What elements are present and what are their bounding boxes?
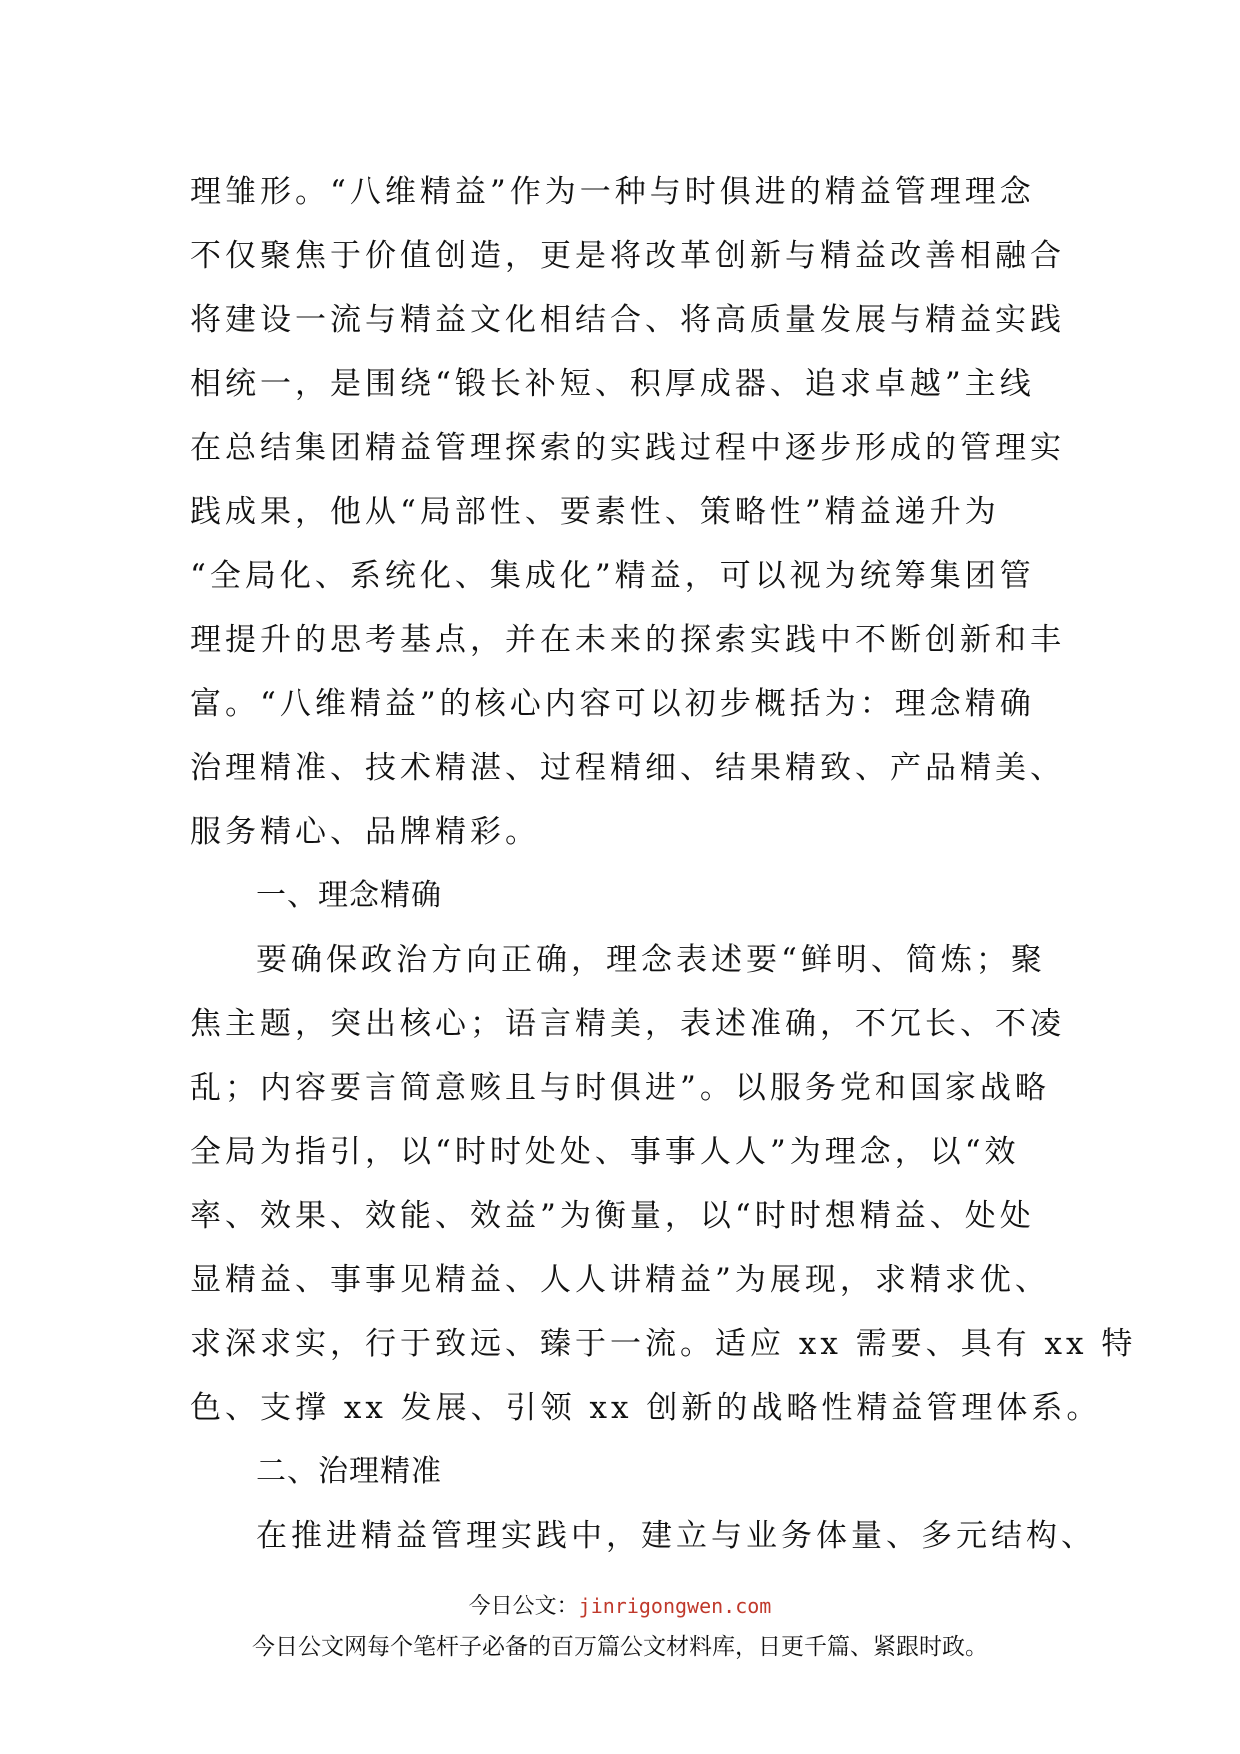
paragraph-line: 全局为指引，以“时时处处、事事人人”为理念，以“效 [190, 1134, 1020, 1170]
paragraph-line: 焦主题，突出核心；语言精美，表述准确，不冗长、不凌 [190, 1006, 1065, 1042]
paragraph-line: 治理精准、技术精湛、过程精细、结果精致、产品精美、 [190, 750, 1065, 786]
section-heading: 二、治理精准 [256, 1454, 442, 1489]
paragraph-line: 在总结集团精益管理探索的实践过程中逐步形成的管理实 [190, 430, 1065, 466]
footer [0, 1588, 1240, 1665]
paragraph-line: 理雏形。“八维精益”作为一种与时俱进的精益管理理念 [190, 174, 1035, 210]
paragraph-line: 不仅聚焦于价值创造，更是将改革创新与精益改善相融合 [190, 238, 1065, 274]
paragraph-line: 要确保政治方向正确，理念表述要“鲜明、简炼；聚 [256, 942, 1046, 978]
footer-site-label: 今日公文： [468, 1594, 579, 1619]
footer-slogan: 今日公文网每个笔杆子必备的百万篇公文材料库，日更千篇、紧跟时政。 [252, 1634, 988, 1660]
document-body [190, 160, 1137, 1568]
footer-site-url[interactable]: jinrigongwen.com [578, 1594, 772, 1618]
paragraph-line: 相统一，是围绕“锻长补短、积厚成器、追求卓越”主线 [190, 366, 1035, 402]
paragraph-line: 色、支撑 xx 发展、引领 xx 创新的战略性精益管理体系。 [190, 1390, 1102, 1426]
paragraph-line: 乱；内容要言简意赅且与时俱进”。以服务党和国家战略 [190, 1070, 1050, 1106]
paragraph-line: 在推进精益管理实践中，建立与业务体量、多元结构、 [256, 1518, 1096, 1554]
paragraph-line: 将建设一流与精益文化相结合、将高质量发展与精益实践 [190, 302, 1065, 338]
footer-site-line [0, 1588, 1240, 1625]
paragraph-line: 理提升的思考基点，并在未来的探索实践中不断创新和丰 [190, 622, 1065, 658]
paragraph-line: 富。“八维精益”的核心内容可以初步概括为：理念精确 [190, 686, 1035, 722]
paragraph-line: “全局化、系统化、集成化”精益，可以视为统筹集团管 [190, 558, 1035, 594]
paragraph-line: 践成果，他从“局部性、要素性、策略性”精益递升为 [190, 494, 1000, 530]
paragraph-line: 求深求实，行于致远、臻于一流。适应 xx 需要、具有 xx 特 [190, 1326, 1137, 1362]
paragraph-line: 服务精心、品牌精彩。 [190, 814, 540, 850]
paragraph-line: 率、效果、效能、效益”为衡量，以“时时想精益、处处 [190, 1198, 1035, 1234]
paragraph-line: 显精益、事事见精益、人人讲精益”为展现，求精求优、 [190, 1262, 1050, 1298]
section-heading: 一、理念精确 [256, 878, 442, 913]
